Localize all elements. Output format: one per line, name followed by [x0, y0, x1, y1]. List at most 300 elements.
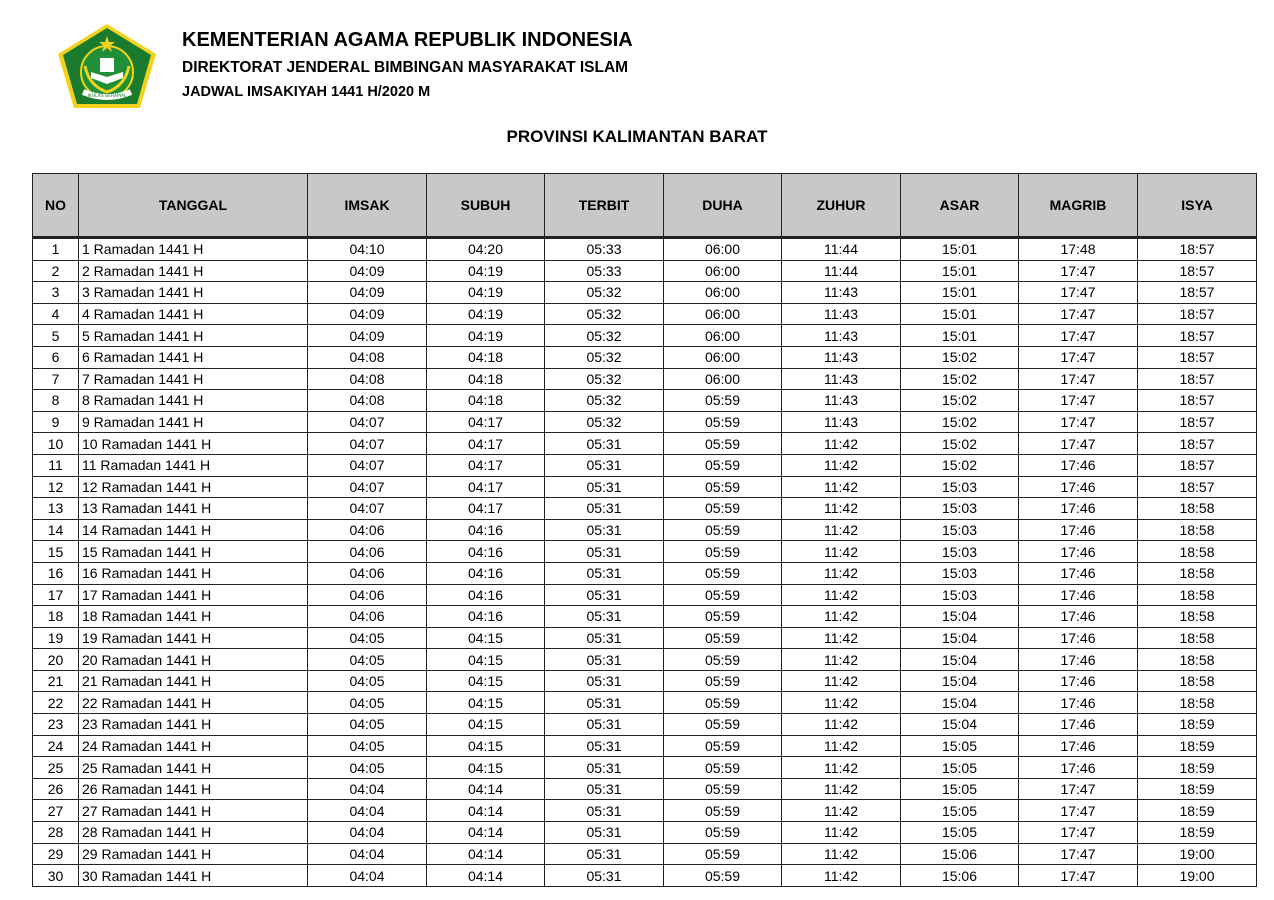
cell-terbit: 05:31 — [545, 822, 664, 844]
cell-tanggal: 1 Ramadan 1441 H — [79, 238, 308, 261]
cell-imsak: 04:05 — [308, 757, 427, 779]
table-row — [33, 260, 1257, 282]
cell-asar: 15:03 — [901, 541, 1019, 563]
cell-asar: 15:01 — [901, 282, 1019, 304]
column-header-tanggal: TANGGAL — [79, 174, 308, 238]
cell-duha: 05:59 — [664, 519, 782, 541]
cell-no: 24 — [33, 735, 79, 757]
cell-magrib: 17:46 — [1019, 454, 1138, 476]
table-row — [33, 800, 1257, 822]
cell-asar: 15:02 — [901, 368, 1019, 390]
table-row — [33, 519, 1257, 541]
cell-asar: 15:04 — [901, 627, 1019, 649]
cell-terbit: 05:31 — [545, 541, 664, 563]
cell-duha: 05:59 — [664, 433, 782, 455]
cell-zuhur: 11:43 — [782, 282, 901, 304]
cell-no: 21 — [33, 670, 79, 692]
cell-no: 9 — [33, 411, 79, 433]
cell-tanggal: 16 Ramadan 1441 H — [79, 562, 308, 584]
cell-terbit: 05:32 — [545, 368, 664, 390]
cell-zuhur: 11:43 — [782, 303, 901, 325]
cell-asar: 15:06 — [901, 865, 1019, 887]
cell-zuhur: 11:43 — [782, 325, 901, 347]
cell-no: 5 — [33, 325, 79, 347]
cell-asar: 15:03 — [901, 519, 1019, 541]
cell-subuh: 04:15 — [427, 735, 545, 757]
cell-subuh: 04:16 — [427, 519, 545, 541]
cell-duha: 05:59 — [664, 476, 782, 498]
cell-no: 29 — [33, 843, 79, 865]
cell-imsak: 04:05 — [308, 670, 427, 692]
cell-magrib: 17:47 — [1019, 260, 1138, 282]
cell-asar: 15:01 — [901, 238, 1019, 261]
cell-subuh: 04:17 — [427, 411, 545, 433]
cell-tanggal: 19 Ramadan 1441 H — [79, 627, 308, 649]
cell-duha: 06:00 — [664, 346, 782, 368]
cell-subuh: 04:15 — [427, 757, 545, 779]
cell-isya: 18:57 — [1138, 390, 1257, 412]
cell-no: 23 — [33, 714, 79, 736]
cell-magrib: 17:47 — [1019, 303, 1138, 325]
cell-magrib: 17:46 — [1019, 606, 1138, 628]
table-row — [33, 541, 1257, 563]
cell-imsak: 04:05 — [308, 714, 427, 736]
cell-isya: 19:00 — [1138, 843, 1257, 865]
cell-asar: 15:03 — [901, 476, 1019, 498]
cell-terbit: 05:31 — [545, 649, 664, 671]
cell-tanggal: 11 Ramadan 1441 H — [79, 454, 308, 476]
column-header-subuh: SUBUH — [427, 174, 545, 238]
cell-magrib: 17:46 — [1019, 476, 1138, 498]
cell-zuhur: 11:42 — [782, 562, 901, 584]
cell-imsak: 04:04 — [308, 843, 427, 865]
cell-no: 30 — [33, 865, 79, 887]
cell-imsak: 04:08 — [308, 346, 427, 368]
cell-tanggal: 25 Ramadan 1441 H — [79, 757, 308, 779]
cell-zuhur: 11:42 — [782, 476, 901, 498]
table-row — [33, 346, 1257, 368]
cell-subuh: 04:20 — [427, 238, 545, 261]
cell-subuh: 04:14 — [427, 822, 545, 844]
cell-subuh: 04:16 — [427, 541, 545, 563]
cell-zuhur: 11:42 — [782, 584, 901, 606]
cell-imsak: 04:05 — [308, 735, 427, 757]
cell-isya: 18:59 — [1138, 778, 1257, 800]
cell-zuhur: 11:42 — [782, 541, 901, 563]
cell-duha: 05:59 — [664, 735, 782, 757]
cell-terbit: 05:31 — [545, 692, 664, 714]
cell-duha: 06:00 — [664, 368, 782, 390]
table-row — [33, 757, 1257, 779]
cell-subuh: 04:17 — [427, 476, 545, 498]
cell-zuhur: 11:42 — [782, 498, 901, 520]
cell-zuhur: 11:42 — [782, 649, 901, 671]
cell-tanggal: 20 Ramadan 1441 H — [79, 649, 308, 671]
cell-isya: 18:57 — [1138, 325, 1257, 347]
cell-tanggal: 27 Ramadan 1441 H — [79, 800, 308, 822]
cell-magrib: 17:46 — [1019, 714, 1138, 736]
cell-isya: 18:57 — [1138, 411, 1257, 433]
cell-tanggal: 29 Ramadan 1441 H — [79, 843, 308, 865]
cell-asar: 15:02 — [901, 433, 1019, 455]
cell-duha: 05:59 — [664, 411, 782, 433]
cell-no: 25 — [33, 757, 79, 779]
cell-subuh: 04:15 — [427, 649, 545, 671]
cell-zuhur: 11:42 — [782, 800, 901, 822]
cell-asar: 15:04 — [901, 714, 1019, 736]
cell-asar: 15:03 — [901, 584, 1019, 606]
cell-zuhur: 11:42 — [782, 519, 901, 541]
cell-asar: 15:04 — [901, 649, 1019, 671]
cell-duha: 05:59 — [664, 454, 782, 476]
imsakiyah-table — [32, 173, 1257, 887]
cell-duha: 05:59 — [664, 865, 782, 887]
table-row — [33, 368, 1257, 390]
cell-subuh: 04:15 — [427, 714, 545, 736]
cell-magrib: 17:47 — [1019, 390, 1138, 412]
cell-asar: 15:05 — [901, 822, 1019, 844]
cell-no: 22 — [33, 692, 79, 714]
cell-duha: 05:59 — [664, 692, 782, 714]
cell-imsak: 04:08 — [308, 390, 427, 412]
cell-zuhur: 11:42 — [782, 778, 901, 800]
cell-asar: 15:05 — [901, 735, 1019, 757]
cell-magrib: 17:47 — [1019, 282, 1138, 304]
cell-duha: 05:59 — [664, 627, 782, 649]
directorate-subtitle: DIREKTORAT JENDERAL BIMBINGAN MASYARAKAT ISLAM — [182, 59, 629, 76]
column-header-asar: ASAR — [901, 174, 1019, 238]
cell-magrib: 17:47 — [1019, 368, 1138, 390]
cell-zuhur: 11:42 — [782, 627, 901, 649]
table-row — [33, 433, 1257, 455]
cell-subuh: 04:15 — [427, 670, 545, 692]
cell-imsak: 04:07 — [308, 498, 427, 520]
cell-tanggal: 8 Ramadan 1441 H — [79, 390, 308, 412]
cell-asar: 15:02 — [901, 454, 1019, 476]
cell-subuh: 04:16 — [427, 606, 545, 628]
cell-subuh: 04:19 — [427, 282, 545, 304]
cell-isya: 18:58 — [1138, 627, 1257, 649]
cell-tanggal: 21 Ramadan 1441 H — [79, 670, 308, 692]
cell-duha: 05:59 — [664, 800, 782, 822]
cell-tanggal: 24 Ramadan 1441 H — [79, 735, 308, 757]
cell-terbit: 05:33 — [545, 260, 664, 282]
cell-isya: 18:57 — [1138, 476, 1257, 498]
cell-magrib: 17:46 — [1019, 692, 1138, 714]
cell-isya: 18:58 — [1138, 670, 1257, 692]
cell-subuh: 04:14 — [427, 865, 545, 887]
cell-asar: 15:04 — [901, 670, 1019, 692]
cell-asar: 15:02 — [901, 390, 1019, 412]
cell-duha: 05:59 — [664, 390, 782, 412]
table-row — [33, 498, 1257, 520]
cell-tanggal: 9 Ramadan 1441 H — [79, 411, 308, 433]
cell-subuh: 04:14 — [427, 843, 545, 865]
cell-imsak: 04:06 — [308, 562, 427, 584]
cell-duha: 05:59 — [664, 757, 782, 779]
cell-imsak: 04:09 — [308, 282, 427, 304]
cell-duha: 06:00 — [664, 260, 782, 282]
table-row — [33, 865, 1257, 887]
cell-no: 14 — [33, 519, 79, 541]
cell-magrib: 17:46 — [1019, 541, 1138, 563]
cell-terbit: 05:31 — [545, 735, 664, 757]
cell-zuhur: 11:42 — [782, 735, 901, 757]
cell-terbit: 05:31 — [545, 476, 664, 498]
cell-isya: 18:59 — [1138, 800, 1257, 822]
cell-zuhur: 11:42 — [782, 692, 901, 714]
cell-duha: 05:59 — [664, 498, 782, 520]
cell-terbit: 05:33 — [545, 238, 664, 261]
cell-subuh: 04:18 — [427, 368, 545, 390]
cell-duha: 05:59 — [664, 541, 782, 563]
cell-duha: 06:00 — [664, 238, 782, 261]
cell-asar: 15:05 — [901, 800, 1019, 822]
cell-no: 16 — [33, 562, 79, 584]
cell-no: 18 — [33, 606, 79, 628]
cell-no: 1 — [33, 238, 79, 261]
table-row — [33, 843, 1257, 865]
cell-zuhur: 11:44 — [782, 238, 901, 261]
cell-terbit: 05:31 — [545, 778, 664, 800]
cell-tanggal: 22 Ramadan 1441 H — [79, 692, 308, 714]
cell-terbit: 05:31 — [545, 454, 664, 476]
cell-zuhur: 11:42 — [782, 843, 901, 865]
cell-tanggal: 17 Ramadan 1441 H — [79, 584, 308, 606]
cell-no: 15 — [33, 541, 79, 563]
cell-magrib: 17:47 — [1019, 800, 1138, 822]
cell-asar: 15:05 — [901, 778, 1019, 800]
column-header-terbit: TERBIT — [545, 174, 664, 238]
cell-isya: 19:00 — [1138, 865, 1257, 887]
table-row — [33, 735, 1257, 757]
logo-caption: IKHLAS BERAMAL — [87, 94, 127, 99]
cell-terbit: 05:31 — [545, 800, 664, 822]
cell-terbit: 05:31 — [545, 562, 664, 584]
cell-duha: 05:59 — [664, 778, 782, 800]
table-row — [33, 238, 1257, 261]
table-row — [33, 778, 1257, 800]
cell-imsak: 04:04 — [308, 800, 427, 822]
cell-asar: 15:02 — [901, 411, 1019, 433]
cell-zuhur: 11:42 — [782, 454, 901, 476]
table-row — [33, 627, 1257, 649]
cell-duha: 05:59 — [664, 822, 782, 844]
cell-magrib: 17:47 — [1019, 822, 1138, 844]
cell-isya: 18:58 — [1138, 498, 1257, 520]
table-row — [33, 282, 1257, 304]
cell-terbit: 05:32 — [545, 325, 664, 347]
cell-duha: 05:59 — [664, 584, 782, 606]
cell-imsak: 04:07 — [308, 433, 427, 455]
cell-duha: 05:59 — [664, 670, 782, 692]
cell-zuhur: 11:44 — [782, 260, 901, 282]
cell-magrib: 17:46 — [1019, 735, 1138, 757]
cell-magrib: 17:46 — [1019, 562, 1138, 584]
cell-terbit: 05:32 — [545, 390, 664, 412]
schedule-title: JADWAL IMSAKIYAH 1441 H/2020 M — [182, 84, 431, 100]
table-row — [33, 670, 1257, 692]
table-header-row — [33, 174, 1257, 238]
cell-imsak: 04:07 — [308, 476, 427, 498]
cell-asar: 15:01 — [901, 260, 1019, 282]
cell-terbit: 05:31 — [545, 865, 664, 887]
cell-duha: 05:59 — [664, 843, 782, 865]
cell-duha: 06:00 — [664, 303, 782, 325]
cell-tanggal: 5 Ramadan 1441 H — [79, 325, 308, 347]
cell-isya: 18:58 — [1138, 562, 1257, 584]
cell-no: 28 — [33, 822, 79, 844]
cell-tanggal: 28 Ramadan 1441 H — [79, 822, 308, 844]
cell-subuh: 04:17 — [427, 498, 545, 520]
cell-no: 19 — [33, 627, 79, 649]
cell-no: 7 — [33, 368, 79, 390]
cell-no: 8 — [33, 390, 79, 412]
cell-tanggal: 2 Ramadan 1441 H — [79, 260, 308, 282]
cell-asar: 15:06 — [901, 843, 1019, 865]
cell-isya: 18:57 — [1138, 238, 1257, 261]
ministry-title: KEMENTERIAN AGAMA REPUBLIK INDONESIA — [182, 29, 633, 51]
cell-imsak: 04:06 — [308, 541, 427, 563]
cell-tanggal: 15 Ramadan 1441 H — [79, 541, 308, 563]
cell-isya: 18:58 — [1138, 692, 1257, 714]
cell-tanggal: 12 Ramadan 1441 H — [79, 476, 308, 498]
cell-no: 11 — [33, 454, 79, 476]
cell-imsak: 04:07 — [308, 411, 427, 433]
cell-terbit: 05:31 — [545, 757, 664, 779]
cell-tanggal: 10 Ramadan 1441 H — [79, 433, 308, 455]
cell-subuh: 04:19 — [427, 260, 545, 282]
cell-isya: 18:58 — [1138, 584, 1257, 606]
cell-asar: 15:04 — [901, 606, 1019, 628]
table-row — [33, 325, 1257, 347]
cell-imsak: 04:10 — [308, 238, 427, 261]
cell-subuh: 04:15 — [427, 627, 545, 649]
cell-isya: 18:57 — [1138, 454, 1257, 476]
cell-tanggal: 13 Ramadan 1441 H — [79, 498, 308, 520]
cell-imsak: 04:09 — [308, 303, 427, 325]
cell-zuhur: 11:42 — [782, 433, 901, 455]
cell-zuhur: 11:43 — [782, 390, 901, 412]
cell-isya: 18:57 — [1138, 368, 1257, 390]
table-row — [33, 649, 1257, 671]
cell-tanggal: 3 Ramadan 1441 H — [79, 282, 308, 304]
column-header-isya: ISYA — [1138, 174, 1257, 238]
cell-subuh: 04:18 — [427, 346, 545, 368]
cell-no: 6 — [33, 346, 79, 368]
table-row — [33, 714, 1257, 736]
cell-duha: 05:59 — [664, 606, 782, 628]
cell-imsak: 04:04 — [308, 778, 427, 800]
cell-no: 17 — [33, 584, 79, 606]
cell-imsak: 04:05 — [308, 692, 427, 714]
cell-isya: 18:59 — [1138, 735, 1257, 757]
cell-imsak: 04:04 — [308, 822, 427, 844]
cell-isya: 18:57 — [1138, 282, 1257, 304]
cell-magrib: 17:46 — [1019, 757, 1138, 779]
cell-subuh: 04:15 — [427, 692, 545, 714]
column-header-duha: DUHA — [664, 174, 782, 238]
cell-subuh: 04:16 — [427, 584, 545, 606]
cell-isya: 18:57 — [1138, 346, 1257, 368]
cell-tanggal: 30 Ramadan 1441 H — [79, 865, 308, 887]
cell-imsak: 04:05 — [308, 649, 427, 671]
cell-magrib: 17:47 — [1019, 433, 1138, 455]
cell-terbit: 05:31 — [545, 670, 664, 692]
cell-tanggal: 6 Ramadan 1441 H — [79, 346, 308, 368]
cell-magrib: 17:46 — [1019, 670, 1138, 692]
kemenag-logo-icon — [55, 22, 159, 110]
cell-magrib: 17:47 — [1019, 325, 1138, 347]
cell-zuhur: 11:42 — [782, 822, 901, 844]
cell-magrib: 17:47 — [1019, 843, 1138, 865]
cell-terbit: 05:32 — [545, 303, 664, 325]
cell-zuhur: 11:43 — [782, 346, 901, 368]
cell-magrib: 17:47 — [1019, 865, 1138, 887]
cell-no: 20 — [33, 649, 79, 671]
cell-no: 2 — [33, 260, 79, 282]
cell-terbit: 05:31 — [545, 843, 664, 865]
cell-tanggal: 4 Ramadan 1441 H — [79, 303, 308, 325]
cell-subuh: 04:18 — [427, 390, 545, 412]
cell-no: 13 — [33, 498, 79, 520]
cell-tanggal: 23 Ramadan 1441 H — [79, 714, 308, 736]
cell-imsak: 04:07 — [308, 454, 427, 476]
cell-subuh: 04:14 — [427, 800, 545, 822]
cell-isya: 18:57 — [1138, 303, 1257, 325]
cell-zuhur: 11:42 — [782, 670, 901, 692]
cell-imsak: 04:04 — [308, 865, 427, 887]
cell-duha: 05:59 — [664, 649, 782, 671]
cell-magrib: 17:46 — [1019, 498, 1138, 520]
cell-asar: 15:01 — [901, 303, 1019, 325]
cell-no: 4 — [33, 303, 79, 325]
cell-duha: 05:59 — [664, 714, 782, 736]
table-row — [33, 390, 1257, 412]
cell-subuh: 04:17 — [427, 433, 545, 455]
cell-tanggal: 14 Ramadan 1441 H — [79, 519, 308, 541]
cell-no: 3 — [33, 282, 79, 304]
cell-asar: 15:05 — [901, 757, 1019, 779]
column-header-no: NO — [33, 174, 79, 238]
column-header-zuhur: ZUHUR — [782, 174, 901, 238]
cell-no: 27 — [33, 800, 79, 822]
table-row — [33, 562, 1257, 584]
cell-subuh: 04:19 — [427, 325, 545, 347]
cell-asar: 15:03 — [901, 498, 1019, 520]
cell-isya: 18:57 — [1138, 260, 1257, 282]
cell-zuhur: 11:42 — [782, 865, 901, 887]
cell-isya: 18:58 — [1138, 519, 1257, 541]
cell-terbit: 05:31 — [545, 519, 664, 541]
cell-terbit: 05:32 — [545, 346, 664, 368]
cell-magrib: 17:48 — [1019, 238, 1138, 261]
cell-isya: 18:58 — [1138, 541, 1257, 563]
cell-zuhur: 11:42 — [782, 757, 901, 779]
table-row — [33, 584, 1257, 606]
cell-imsak: 04:05 — [308, 627, 427, 649]
column-header-magrib: MAGRIB — [1019, 174, 1138, 238]
cell-imsak: 04:08 — [308, 368, 427, 390]
cell-duha: 05:59 — [664, 562, 782, 584]
cell-magrib: 17:46 — [1019, 627, 1138, 649]
table-row — [33, 476, 1257, 498]
cell-magrib: 17:46 — [1019, 584, 1138, 606]
cell-tanggal: 18 Ramadan 1441 H — [79, 606, 308, 628]
cell-no: 10 — [33, 433, 79, 455]
table-row — [33, 411, 1257, 433]
cell-zuhur: 11:43 — [782, 368, 901, 390]
